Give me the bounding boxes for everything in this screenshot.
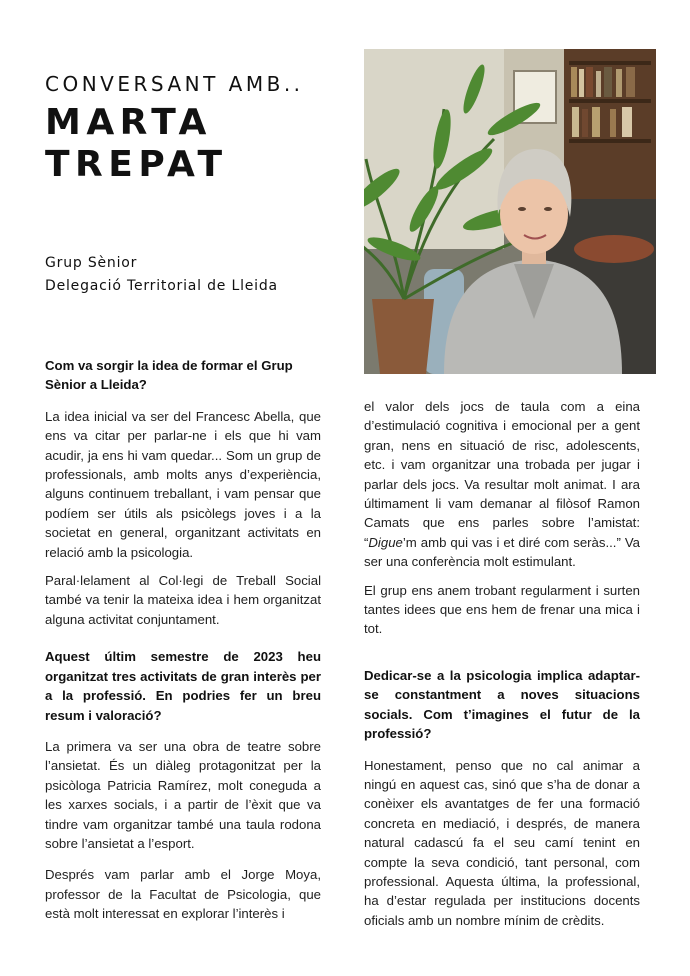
portrait-illustration xyxy=(364,49,656,374)
quote-emphasis: Digue xyxy=(368,534,403,550)
article-header xyxy=(45,72,345,186)
answer-paragraph xyxy=(364,397,640,572)
question-3: Dedicar-se a la psicologia implica adaptar-se constantment a noves situacions socials. Com t’imagines el futur de la professió? xyxy=(364,667,640,742)
answer-text: ’m amb qui vas i et diré com seràs...” Va ser una conferència molt estimulant. xyxy=(364,534,640,570)
delegation-name: Delegació Territorial de Lleida xyxy=(45,278,278,294)
answer-paragraph: Després vam parlar amb el Jorge Moya, professor de la Facultat de Psicologia, que està molt interessat en explorar l’interès i xyxy=(45,867,321,922)
answer-paragraph: Honestament, penso que no cal animar a ningú en aquest cas, sinó que s’ha de donar a conèixer els avantatges de fer una formació concreta en mediació, i després, de manera natural cadascú fa el seu camí tenint en compte la seva condició, tant personal, com professional. Aquesta última, la professional, ha d’estar regulada per institucions docents oficials amb un nombre mínim de crèdits. xyxy=(364,757,640,928)
affiliation xyxy=(45,252,278,298)
text-column-right xyxy=(364,397,640,939)
answer-paragraph: La idea inicial va ser del Francesc Abella, que ens va citar per parlar-ne i els que hi vam acudir, ja ens hi vam quedar... Som un grup de professionals, amb molts anys d’experiència, alguns continuem treballant, i vam pensar que podíem ser útils als psicòlegs joves i a la societat en general, organitzant activitats en relació amb la psicologia. xyxy=(45,408,321,560)
question-1: Com va sorgir la idea de formar el Grup Sènior a Lleida? xyxy=(45,358,293,393)
answer-paragraph: Paral·lelament al Col·legi de Treball Social també va tenir la mateixa idea i hem organitzat alguna activitat conjuntament. xyxy=(45,573,321,627)
answer-text: el valor dels jocs de taula com a eina d’estimulació cognitiva i emocional per a gent gran, nens en situació de risc, adolescents, etc. i vam organitzar una trobada per jugar i parlar dels jocs. Va resultar molt animat. I ara últimament li vam demanar al filòsof Ramon Camats que ens parles sobre l’amistat: “ xyxy=(364,399,640,550)
answer-paragraph: La primera va ser una obra de teatre sobre l’ansietat. És un diàleg protagonitzat per la psicòloga Patricia Ramírez, molt coneguda a les xarxes socials, i a partir de l’èxit que va tindre vam organitzar també una taula rodona sobre l’ansietat a l’esport. xyxy=(45,738,321,851)
text-column-left xyxy=(45,356,321,933)
answer-paragraph: El grup ens anem trobant regularment i surten tantes idees que ens hem de frenar una mica i tot. xyxy=(364,582,640,637)
group-name: Grup Sènior xyxy=(45,255,138,271)
name-line-first: MARTA xyxy=(45,102,212,143)
spacer xyxy=(364,648,640,666)
name-line-last: TREPAT xyxy=(45,144,228,185)
interviewee-name xyxy=(45,102,345,186)
portrait-photo xyxy=(364,49,656,374)
kicker-title: CONVERSANT AMB.. xyxy=(45,72,304,96)
question-2: Aquest últim semestre de 2023 heu organitzat tres activitats de gran interès per a la professió. En podries fer un breu resum i valoració? xyxy=(45,649,321,723)
